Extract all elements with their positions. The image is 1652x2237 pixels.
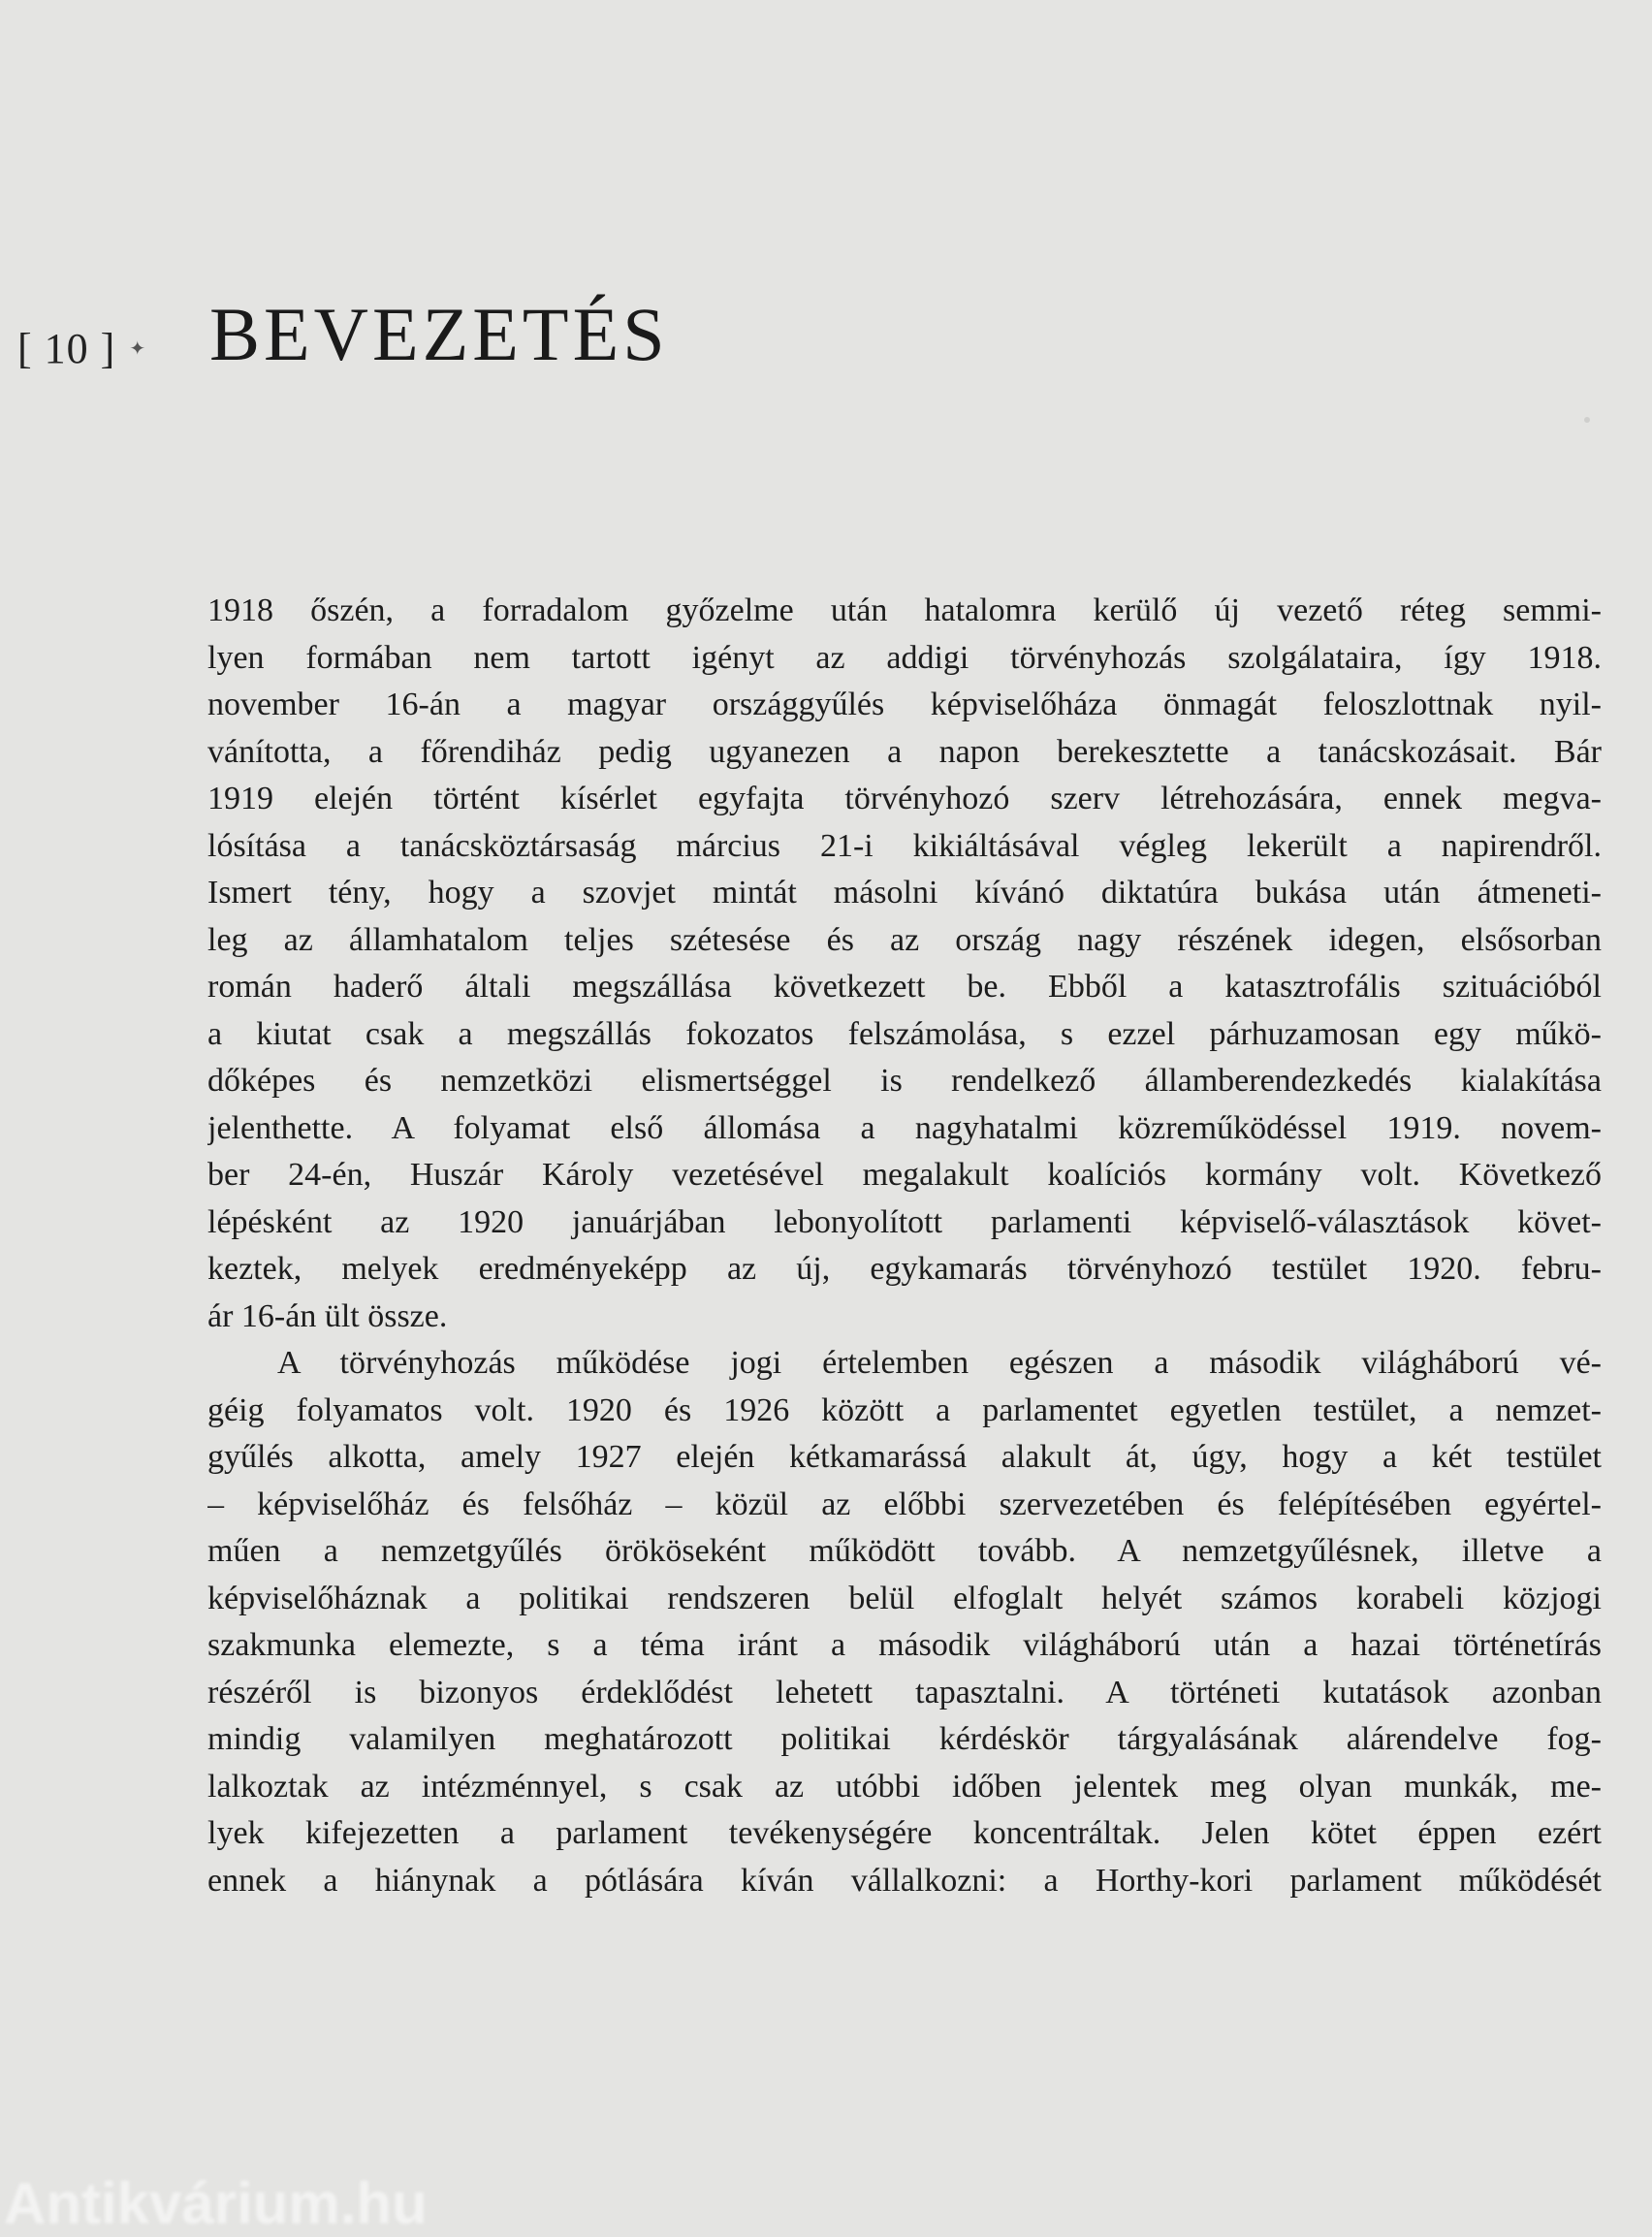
text-line: lépésként az 1920 januárjában lebonyolított parlamenti képviselő-választások követ- [207, 1203, 1602, 1240]
text-line: ennek a hiánynak a pótlására kíván vállalkozni: a Horthy-kori parlament működését [207, 1862, 1602, 1899]
text-line: ber 24-én, Huszár Károly vezetésével megalakult koalíciós kormány volt. Következő [207, 1157, 1602, 1193]
text-line: képviselőháznak a politikai rendszeren belül elfoglalt helyét számos korabeli közjogi [207, 1580, 1602, 1616]
text-line: lósítása a tanácsköztársaság március 21-i kikiáltásával végleg lekerült a napirendről. [207, 827, 1602, 864]
text-line: lalkoztak az intézménnyel, s csak az utóbbi időben jelentek meg olyan munkák, me- [207, 1768, 1602, 1805]
text-line: 1919 elején történt kísérlet egyfajta törvényhozó szerv létrehozására, ennek megva- [207, 781, 1602, 816]
text-line: román haderő általi megszállása következett be. Ebből a katasztrofális szituációból [207, 969, 1602, 1005]
text-line: ár 16-án ült össze. [207, 1297, 448, 1334]
page-number: [ 10 ] [17, 325, 116, 372]
text-line: műen a nemzetgyűlés örököseként működött tovább. A nemzetgyűlésnek, illetve a [207, 1533, 1602, 1569]
watermark: Antikvárium.hu [4, 2171, 428, 2236]
text-line: gyűlés alkotta, amely 1927 elején kétkamarássá alakult át, úgy, hogy a két testület [207, 1439, 1602, 1475]
text-line: november 16-án a magyar országgyűlés képviselőháza önmagát feloszlottnak nyil- [207, 687, 1602, 722]
paragraph-2 [207, 1340, 1602, 1904]
text-line: – képviselőház és felsőház – közül az előbbi szervezetében és felépítésében egyértel- [207, 1486, 1602, 1522]
page-header-marker [17, 322, 145, 376]
text-line: mindig valamilyen meghatározott politikai kérdéskör tárgyalásának alárendelve fog- [207, 1721, 1602, 1757]
paper-speck [1584, 417, 1590, 423]
text-line: vánította, a főrendiház pedig ugyanezen a napon berekesztette a tanácskozásait. Bár [207, 733, 1602, 770]
text-line: A törvényhozás működése jogi értelemben egészen a második világháború vé- [277, 1345, 1602, 1381]
ornament-icon: ✦ [129, 338, 146, 360]
text-line: szakmunka elemezte, s a téma iránt a második világháború után a hazai történetírás [207, 1627, 1602, 1663]
text-line: 1918 őszén, a forradalom győzelme után hatalomra kerülő új vezető réteg semmi- [207, 592, 1602, 628]
text-line: lyek kifejezetten a parlament tevékenységére koncentráltak. Jelen kötet éppen ezért [207, 1815, 1602, 1851]
text-line: keztek, melyek eredményeképp az új, egykamarás törvényhozó testület 1920. febru- [207, 1251, 1602, 1287]
paragraph-1 [207, 588, 1602, 1340]
text-line: jelenthette. A folyamat első állomása a nagyhatalmi közreműködéssel 1919. novem- [207, 1109, 1602, 1146]
text-line: részéről is bizonyos érdeklődést lehetett tapasztalni. A történeti kutatások azonban [207, 1674, 1602, 1710]
text-line: Ismert tény, hogy a szovjet mintát másolni kívánó diktatúra bukása után átmeneti- [207, 875, 1602, 911]
text-line: a kiutat csak a megszállás fokozatos felszámolása, s ezzel párhuzamosan egy műkö- [207, 1015, 1602, 1052]
text-line: dőképes és nemzetközi elismertséggel is rendelkező államberendezkedés kialakítása [207, 1063, 1602, 1099]
text-line: leg az államhatalom teljes szétesése és az ország nagy részének idegen, elsősorban [207, 921, 1602, 958]
text-line: géig folyamatos volt. 1920 és 1926 között a parlamentet egyetlen testület, a nemzet- [207, 1391, 1602, 1428]
body-text [207, 588, 1602, 1904]
chapter-title: BEVEZETÉS [209, 292, 669, 376]
text-line: lyen formában nem tartott igényt az addigi törvényhozás szolgálataira, így 1918. [207, 639, 1602, 676]
